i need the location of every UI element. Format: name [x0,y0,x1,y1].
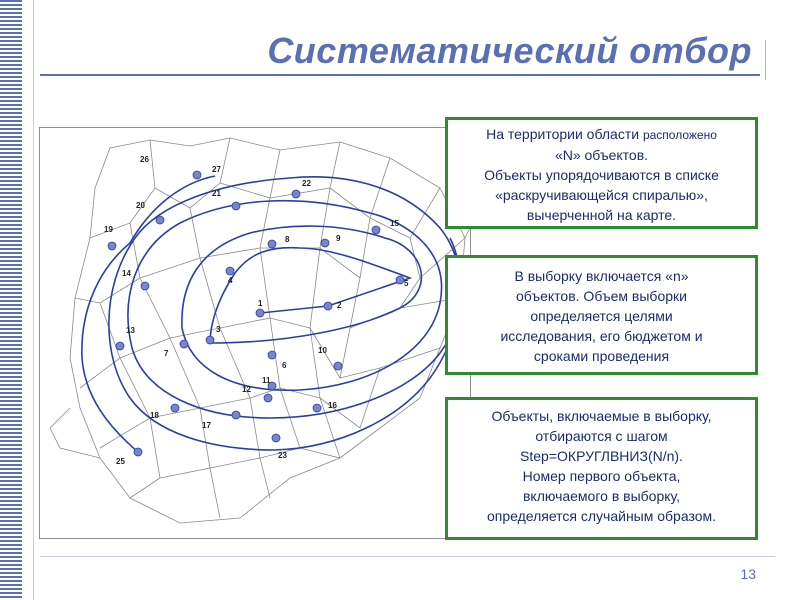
point-1 [256,309,264,317]
point-20 [156,216,164,224]
label-22: 22 [302,179,311,188]
label-16: 16 [328,401,337,410]
label-7: 7 [164,349,169,358]
box3-line-5: включаемого в выборку, [522,488,681,504]
spiral-map-svg [40,128,470,538]
label-2: 2 [337,301,342,310]
point-27 [193,171,201,179]
box3-line-2: отбираются с шагом [535,428,668,444]
box1-line-3: Объекты упорядочиваются в списке [484,167,719,183]
label-26: 26 [140,155,149,164]
point-7 [180,340,188,348]
label-20: 20 [136,201,145,210]
box3-line-1: Объекты, включаемые в выборку, [491,408,712,424]
box3-line-6: определяется случайным образом. [486,508,717,524]
title-underline [40,74,760,76]
point-16 [313,404,321,412]
point-2 [324,302,332,310]
label-10: 10 [318,346,327,355]
point-19 [108,242,116,250]
district-borders [50,138,470,523]
point-10 [334,362,342,370]
decorative-left-line [33,0,34,600]
label-12: 12 [242,385,251,394]
box3-line-3: Step=ОКРУГЛВНИЗ(N/n). [520,448,683,464]
footer-divider [40,556,775,557]
point-17 [232,411,240,419]
label-6: 6 [282,361,287,370]
point-14 [141,282,149,290]
title-side-divider [765,40,766,80]
box2-line-4: исследования, его бюджетом и [500,328,703,344]
label-1: 1 [258,299,263,308]
label-17: 17 [202,421,211,430]
box1-line-5: вычерченной на карте. [526,207,677,223]
label-8: 8 [285,235,290,244]
point-8 [268,240,276,248]
point-22 [292,190,300,198]
box3-line-4: Номер первого объекта, [522,468,681,484]
point-9 [321,239,329,247]
point-12 [264,394,272,402]
box2-line-3: определяется целями [530,308,673,324]
box1-line-2: «N» объектов. [554,147,649,163]
box2-line-2: объектов. Объем выборки [516,288,687,304]
label-25: 25 [116,457,125,466]
box1-line-4: «раскручивающейся спиралью», [495,187,708,203]
point-23 [272,434,280,442]
label-5: 5 [404,279,409,288]
label-23: 23 [278,451,287,460]
point-13 [116,342,124,350]
label-14: 14 [122,269,131,278]
info-box-sample-size [445,255,758,375]
label-18: 18 [150,411,159,420]
point-3 [206,336,214,344]
point-6 [268,351,276,359]
point-15 [372,226,380,234]
point-21 [232,202,240,210]
label-3: 3 [216,325,221,334]
page-number: 13 [740,566,756,582]
info-box-selection-step [445,397,758,540]
box1-line-1: На территории области расположено [486,126,717,142]
label-9: 9 [336,234,341,243]
label-21: 21 [212,189,221,198]
label-4: 4 [228,276,233,285]
box2-line-5: сроками проведения [533,348,670,364]
label-27: 27 [212,165,221,174]
decorative-left-stripe [0,0,22,600]
label-13: 13 [126,326,135,335]
point-4 [226,267,234,275]
info-box-objects [445,117,758,229]
point-25 [134,448,142,456]
label-11: 11 [262,376,271,385]
slide-title: Систематический отбор [267,30,752,71]
label-15: 15 [390,219,399,228]
point-5 [396,276,404,284]
point-18 [171,404,179,412]
region-map [39,127,471,539]
label-19: 19 [104,225,113,234]
box2-line-1: В выборку включается «n» [514,268,689,284]
